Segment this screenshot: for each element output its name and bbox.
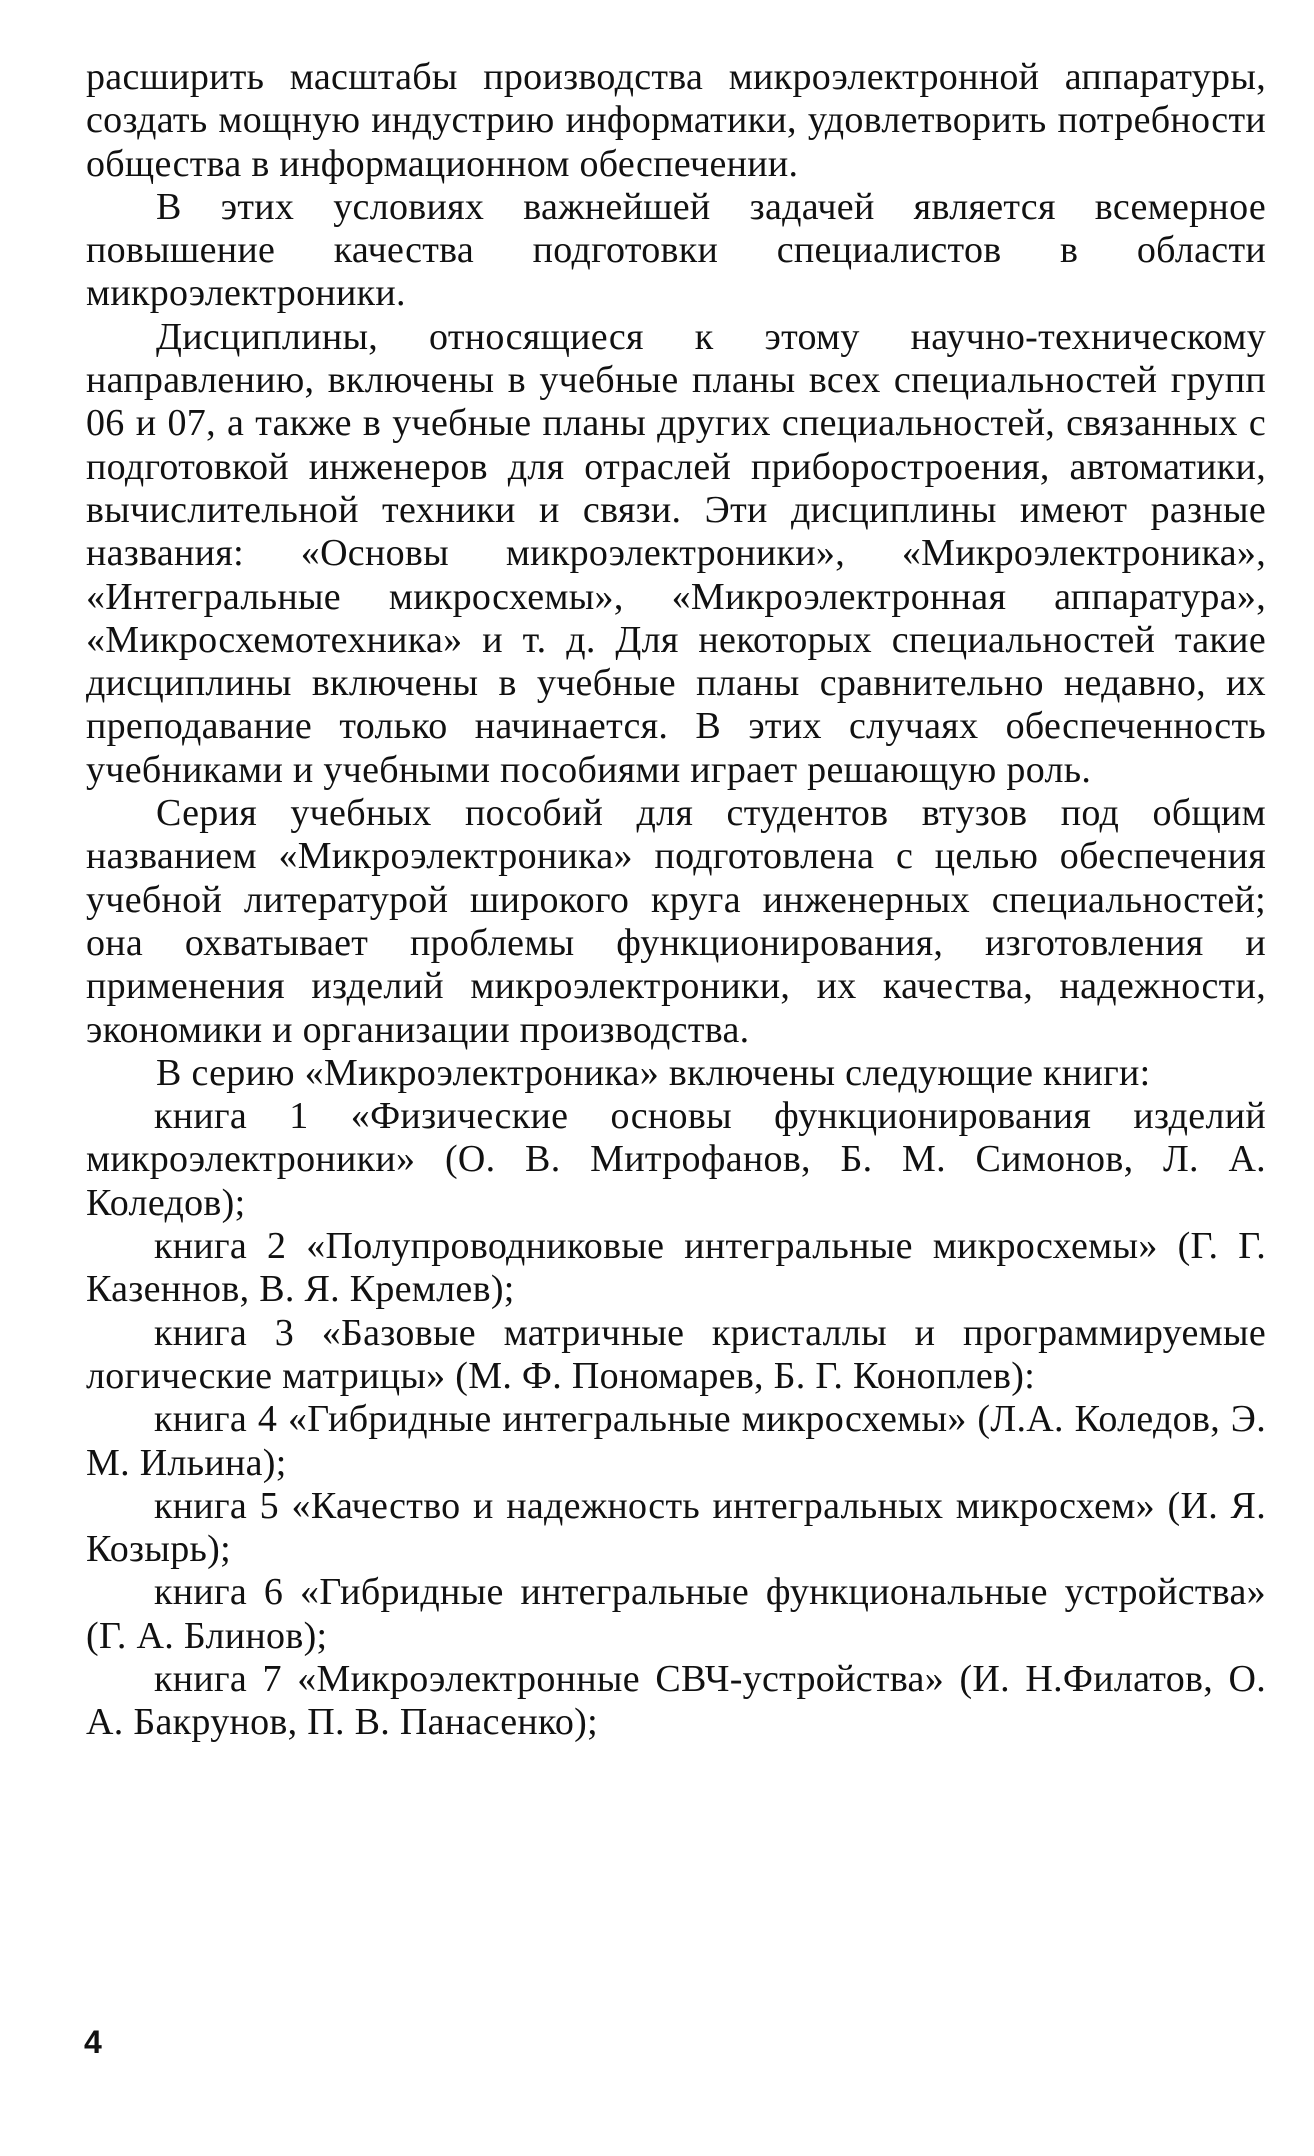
- page-number: 4: [84, 2024, 102, 2060]
- paragraph-series: Серия учебных пособий для студентов втузов под общим названием «Микроэлектроника» подготовлена с целью обеспечения учебной литературой широкого круга инженерных специальностей; она охватывает проблемы функционирования, изготовления и применения изделий микроэлектроники, их качества, надежности, экономики и организации производства.: [86, 792, 1266, 1051]
- paragraph-continuation: расширить масштабы производства микроэлектронной аппаратуры, создать мощную индустрию информатики, удовлетворить потребности общества в информационном обеспечении.: [86, 56, 1266, 185]
- book-item-5: книга 5 «Качество и надежность интегральных микросхем» (И. Я. Козырь);: [86, 1484, 1266, 1571]
- book-item-2: книга 2 «Полупроводниковые интегральные микросхемы» (Г. Г. Казеннов, В. Я. Кремлев);: [86, 1225, 1266, 1311]
- book-item-6: книга 6 «Гибридные интегральные функциональные устройства» (Г. А. Блинов);: [86, 1571, 1266, 1657]
- book-item-4: книга 4 «Гибридные интегральные микросхемы» (Л.А. Коледов, Э. М. Ильина);: [86, 1398, 1266, 1484]
- book-item-1: книга 1 «Физические основы функционирования изделий микроэлектроники» (О. В. Митрофанов, Б. М. Симонов, Л. А. Коледов);: [86, 1095, 1266, 1224]
- book-item-7: книга 7 «Микроэлектронные СВЧ-устройства» (И. Н.Филатов, О. А. Бакрунов, П. В. Панасенко);: [86, 1657, 1266, 1744]
- paragraph-training: В этих условиях важнейшей задачей является всемерное повышение качества подготовки специалистов в области микроэлектроники.: [86, 185, 1266, 315]
- body-text: [86, 56, 1266, 1745]
- paragraph-disciplines: Дисциплины, относящиеся к этому научно-техническому направлению, включены в учебные планы всех специальностей групп 06 и 07, а также в учебные планы других специальностей, связанных с подготовкой инженеров для отраслей приборостроения, автоматики, вычислительной техники и связи. Эти дисциплины имеют разные названия: «Основы микроэлектроники», «Микроэлектроника», «Интегральные микросхемы», «Микроэлектронная аппаратура», «Микросхемотехника» и т. д. Для некоторых специальностей такие дисциплины включены в учебные планы сравнительно недавно, их преподавание только начинается. В этих случаях обеспеченность учебниками и учебными пособиями играет решающую роль.: [86, 315, 1266, 791]
- book-list: [86, 1095, 1266, 1744]
- book-item-3: книга 3 «Базовые матричные кристаллы и программируемые логические матрицы» (М. Ф. Пономарев, Б. Г. Коноплев):: [86, 1311, 1266, 1397]
- paragraph-series-intro: В серию «Микроэлектроника» включены следующие книги:: [156, 1051, 1151, 1094]
